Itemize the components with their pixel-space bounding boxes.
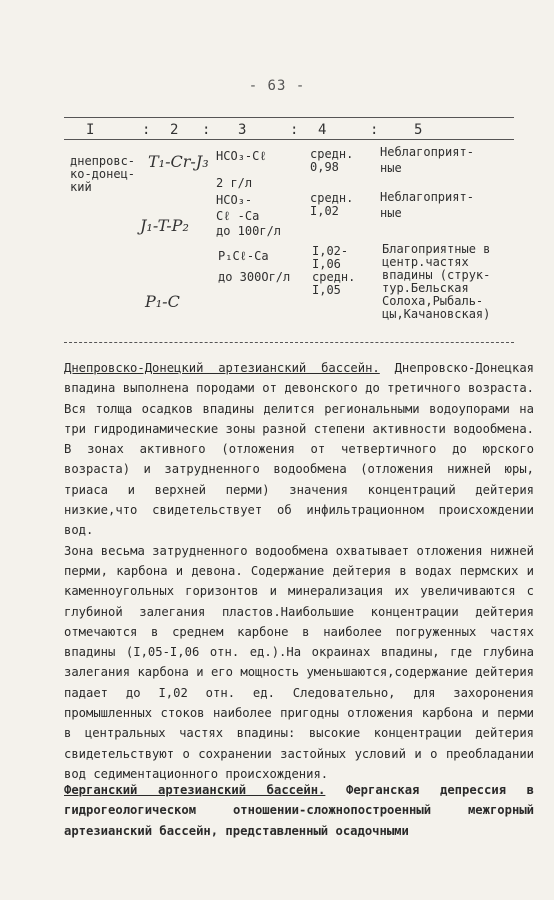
table-cell-composition: HCO₃-Cℓ 2 г/л xyxy=(216,149,267,190)
col-separator: : xyxy=(142,122,151,138)
col-separator: : xyxy=(370,122,379,138)
table-cell-composition: P₁Cℓ-Ca до 300Ог/л xyxy=(218,249,291,284)
table-cell-strata: P₁-C xyxy=(145,292,180,311)
fergana-section xyxy=(64,780,534,841)
fergana-paragraph xyxy=(64,780,534,841)
table-header-rule xyxy=(64,139,514,140)
table-cell-composition: HCO₃- Cℓ -Ca до 100г/л xyxy=(216,193,282,238)
fergana-title: Ферганский артезианский бассейн. xyxy=(64,783,326,797)
col-4-number: 4 xyxy=(318,122,327,138)
col-1-number: I xyxy=(86,122,95,138)
col-5-number: 5 xyxy=(414,122,423,138)
page-number: - 63 - xyxy=(248,78,306,94)
col-separator: : xyxy=(202,122,211,138)
fergana-body: Ферганская депрессия в гидрогеологическом отношении-сложнопостроенный межгорный артезианский бассейн, представленный осадочными xyxy=(64,783,534,838)
dnepr-section xyxy=(64,358,534,784)
deep-zone-paragraph: Зона весьма затрудненного водообмена охватывает отложения нижней перми, карбона и девона. Содержание дейтерия в водах пермских и каменноугольных горизонтов и минерализация их увеличиваются с глубиной залегания пластов.Наибольшие концентрации дейтерия отмечаются в среднем карбоне в наиболее погруженных частях впадины (I,05-I,06 отн. ед.).На окраинах впадины, где глубина залегания карбона и его мощность уменьшаются,содержание дейтерия падает до I,02 отн. ед. Следовательно, для захоронения промышленных стоков наиболее пригодны отложения карбона и перми в центральных частях впадины: высокие концентрации дейтерия свидетельствуют о сохранении застойных условий и о преобладании вод седиментационного происхождения. xyxy=(64,543,534,781)
table-cell-region: днепровс- ко-донец- кий xyxy=(70,154,136,194)
table-cell-concentration: средн. I,02 xyxy=(310,191,354,218)
col-3-number: 3 xyxy=(238,122,247,138)
table-cell-assessment: Благоприятные в центр.частях впадины (струк- тур.Бельская Солоха,Рыбаль- цы,Качановская) xyxy=(382,242,491,321)
table-bottom-rule xyxy=(64,342,514,343)
table-cell-concentration: средн. 0,98 xyxy=(310,147,354,174)
table-cell-assessment: Неблагоприят- ные xyxy=(380,190,474,220)
col-separator: : xyxy=(290,122,299,138)
col-2-number: 2 xyxy=(170,122,179,138)
table-cell-strata: T₁-Cr-J₃ xyxy=(148,152,209,171)
dnepr-title: Днепровско-Донецкий артезианский бассейн. xyxy=(64,361,380,375)
table-cell-concentration: I,02- I,06 средн. I,05 xyxy=(312,244,356,297)
dnepr-body: Днепровско-Донецкая впадина выполнена породами от девонского до третичного возраста. Вся толща осадков впадины делится региональными водоупорами на три гидродинамические зоны разной степени активности водообмена. В зонах активного (отложения от четвертичного до юрского возраста) и затрудненного водообмена (отложения нижней юры, триаса и верхней перми) значения концентраций дейтерия низкие,что свидетельствует об инфильтрационном происхождении вод. xyxy=(64,361,534,538)
table-top-rule xyxy=(64,117,514,118)
table-cell-strata: J₁-T-P₂ xyxy=(140,216,189,235)
dnepr-paragraph xyxy=(64,358,534,541)
table-cell-assessment: Неблагоприят- ные xyxy=(380,145,474,175)
